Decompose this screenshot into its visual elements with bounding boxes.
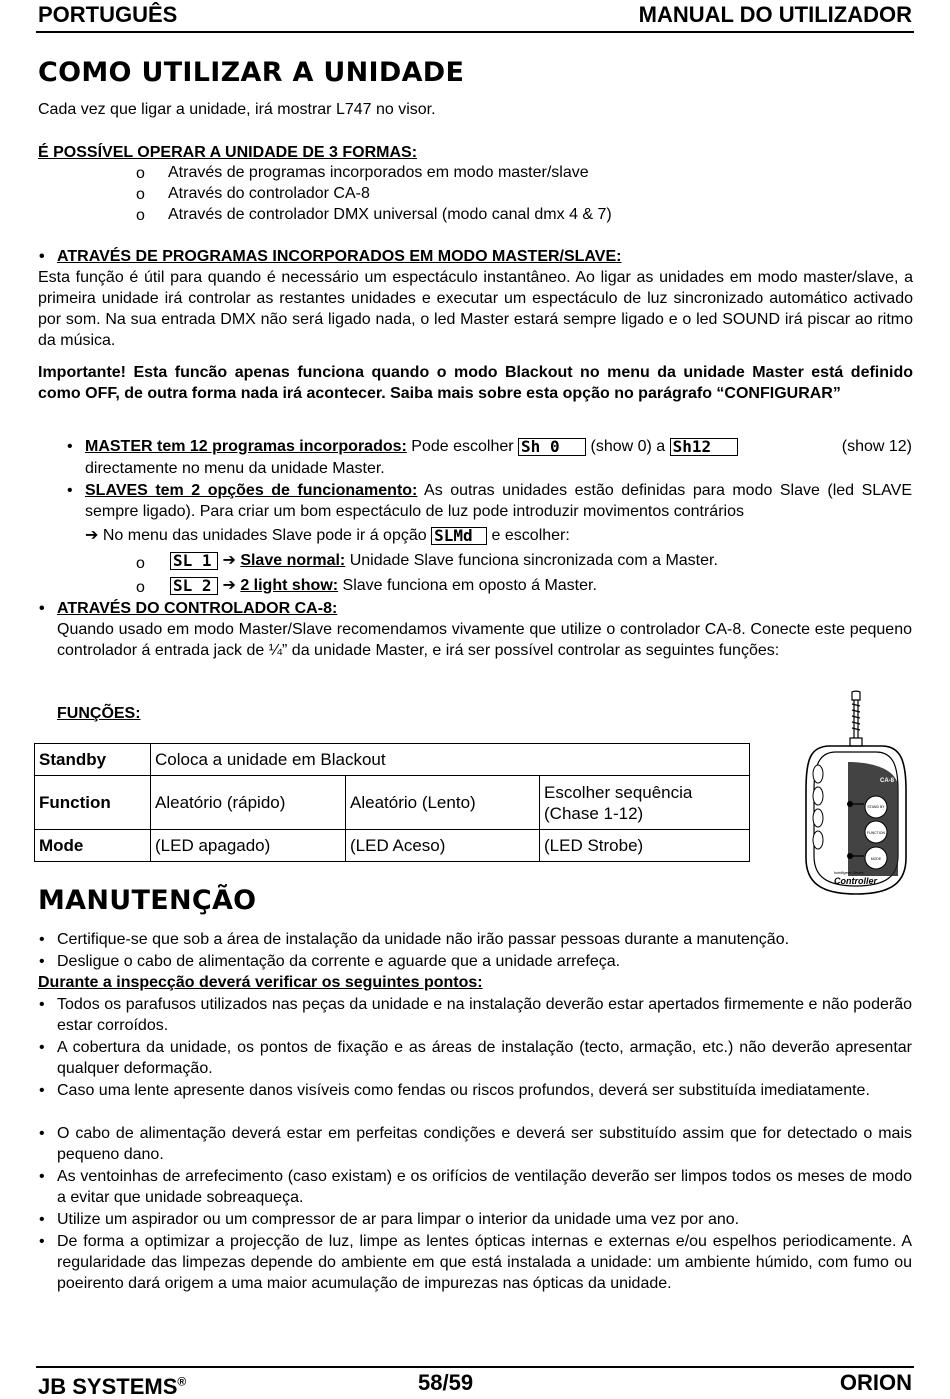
inspection-bullet: • De forma a optimizar a projecção de luz, limpe as lentes ópticas internas e externas e/ou espelhos periodicamente. A regularidade das limpezas depende do ambiente em que está instalada a unidade: um ambiente húmido, com fumo ou poeirento dará origem a uma maior acumulação de impurezas nas ópticas da unidade. <box>57 1231 912 1294</box>
table-cell-key: Mode <box>35 830 151 862</box>
important-note: Importante! Esta funcão apenas funciona quando o modo Blackout no menu da unidade Master está definido como OFF, de outra forma nada irá acontecer. Saiba mais sobre esta opção no parágrafo “CONFIGURAR” <box>38 364 913 402</box>
function-button-label: FUNCTION <box>866 831 886 835</box>
slaves-bullet <box>85 480 912 522</box>
mode-item: Através de controlador DMX universal (modo canal dmx 4 & 7) <box>168 206 612 223</box>
controller-series-label: Intelligent Series <box>834 870 864 875</box>
mode-item: Através do controlador CA-8 <box>168 185 370 202</box>
table-cell: (LED Strobe) <box>540 830 750 862</box>
slaves-text: As outras unidades estão definidas para modo Slave (led SLAVE sempre ligado). Para criar um bom espectáculo de luz pode introduzir movimentos contrários <box>85 482 912 520</box>
footer-rule <box>36 1366 914 1368</box>
slave-menu-line <box>85 525 570 546</box>
inspection-heading: Durante a inspecção deverá verificar os seguintes pontos: <box>38 974 483 991</box>
table-cell: (LED apagado) <box>151 830 346 862</box>
mode-item: Através de programas incorporados em modo master/slave <box>168 164 589 181</box>
functions-heading: FUNÇÕES: <box>57 705 141 722</box>
page-number: 58/59 <box>418 1370 474 1395</box>
arrow-right-icon: ➔ <box>85 527 99 544</box>
section-title-usage: COMO UTILIZAR A UNIDADE <box>38 57 465 88</box>
master-text-2: (show 0) a <box>590 438 666 455</box>
header-manual-title: MANUAL DO UTILIZADOR <box>638 2 912 27</box>
master-text-1: Pode escolher <box>411 438 514 455</box>
footer-brand: JB SYSTEMS® <box>38 1374 187 1399</box>
lcd-display-sl1: SL 1 <box>170 552 218 570</box>
lcd-display-show12: Sh12 <box>670 438 738 456</box>
inspection-bullet: • Utilize um aspirador ou um compressor de ar para limpar o interior da unidade uma vez por ano. <box>57 1209 912 1230</box>
master-slave-heading: • ATRAVÉS DE PROGRAMAS INCORPORADOS EM MODO MASTER/SLAVE: <box>57 246 621 267</box>
inspection-bullet: • Todos os parafusos utilizados nas peças da unidade e na instalação deverão estar apertados firmemente e não poderão estar corroídos. <box>57 994 912 1036</box>
ca8-controller-illustration <box>800 690 912 898</box>
slave-normal-label: Slave normal: <box>240 552 346 569</box>
ca8-heading: • ATRAVÉS DO CONTROLADOR CA-8: <box>57 598 337 619</box>
inspection-bullet: • Caso uma lente apresente danos visíveis como fendas ou riscos profundos, deverá ser substituída imediatamente. <box>57 1080 912 1101</box>
light-show-label: 2 light show: <box>240 577 339 594</box>
intro-text: Cada vez que ligar a unidade, irá mostrar L747 no visor. <box>38 101 436 118</box>
table-cell-key: Standby <box>35 744 151 776</box>
slave-menu-text-2: e escolher: <box>491 527 570 544</box>
master-slave-text: Esta função é útil para quando é necessário um espectáculo instantâneo. Ao ligar as unidades em modo master/slave, a primeira unidade irá controlar as restantes unidades e executar um espectáculo de luz sincronizado automático activado por som. Na sua entrada DMX não será ligado nada, o led Master estará sempre ligado e o led SOUND irá piscar ao ritmo da música. <box>38 269 913 349</box>
slave-menu-text-1: No menu das unidades Slave pode ir á opção <box>102 527 427 544</box>
slave-option-2 <box>170 575 597 596</box>
table-row <box>35 776 750 830</box>
table-row <box>35 744 750 776</box>
lcd-display-show0: Sh 0 <box>518 438 586 456</box>
page-footer <box>38 1372 912 1397</box>
inspection-bullet: • A cobertura da unidade, os pontos de fixação e as áreas de instalação (tecto, armação, etc.) não deverão apresentar qualquer deformação. <box>57 1037 912 1079</box>
header-language: PORTUGUÊS <box>38 2 178 27</box>
section-title-maintenance: MANUTENÇÃO <box>38 885 257 916</box>
arrow-right-icon: ➔ <box>222 577 236 594</box>
footer-product: ORION <box>839 1370 912 1395</box>
standby-button-label: STAND BY <box>867 805 885 809</box>
master-bullet <box>85 436 912 457</box>
table-cell: Aleatório (rápido) <box>151 776 346 830</box>
master-text-3: (show 12) <box>841 438 912 455</box>
table-cell: Aleatório (Lento) <box>346 776 540 830</box>
slave-option-1 <box>170 550 718 571</box>
master-text-4: directamente no menu da unidade Master. <box>85 460 385 477</box>
table-cell-key: Function <box>35 776 151 830</box>
light-show-text: Slave funciona em oposto á Master. <box>342 577 597 594</box>
inspection-bullet: • O cabo de alimentação deverá estar em perfeitas condições e deverá ser substituído assim que for detectado o mais pequeno dano. <box>57 1123 912 1165</box>
slaves-label: SLAVES tem 2 opções de funcionamento: <box>85 482 418 499</box>
lcd-display-slmd: SLMd <box>431 527 487 545</box>
table-cell: Coloca a unidade em Blackout <box>151 744 750 776</box>
header-rule <box>36 31 914 33</box>
functions-table <box>34 743 750 862</box>
arrow-right-icon: ➔ <box>222 552 236 569</box>
mode-button-label: MODE <box>870 857 882 861</box>
lcd-display-sl2: SL 2 <box>170 577 218 595</box>
master-label: MASTER tem 12 programas incorporados: <box>85 438 407 455</box>
ca8-text: Quando usado em modo Master/Slave recomendamos vivamente que utilize o controlador CA-8. Conecte este pequeno controlador á entrada jack de ¼” da unidade Master, e irá ser possível controlar as seguintes funções: <box>57 621 912 659</box>
table-row <box>35 830 750 862</box>
inspection-bullet: • As ventoinhas de arrefecimento (caso existam) e os orifícios de ventilação deverão ser limpos todos os meses de modo a evitar que unidade sobreaqueça. <box>57 1166 912 1208</box>
maintenance-bullet: • Certifique-se que sob a área de instalação da unidade não irão passar pessoas durante a manutenção. <box>57 929 789 950</box>
slave-normal-text: Unidade Slave funciona sincronizada com a Master. <box>349 552 718 569</box>
modes-heading: É POSSÍVEL OPERAR A UNIDADE DE 3 FORMAS: <box>38 144 418 161</box>
controller-name-label: Controller <box>834 876 878 886</box>
controller-model-label: CA-8 <box>880 778 895 784</box>
maintenance-bullet: • Desligue o cabo de alimentação da corrente e aguarde que a unidade arrefeça. <box>57 951 620 972</box>
table-cell: Escolher sequência (Chase 1-12) <box>540 776 750 830</box>
table-cell: (LED Aceso) <box>346 830 540 862</box>
